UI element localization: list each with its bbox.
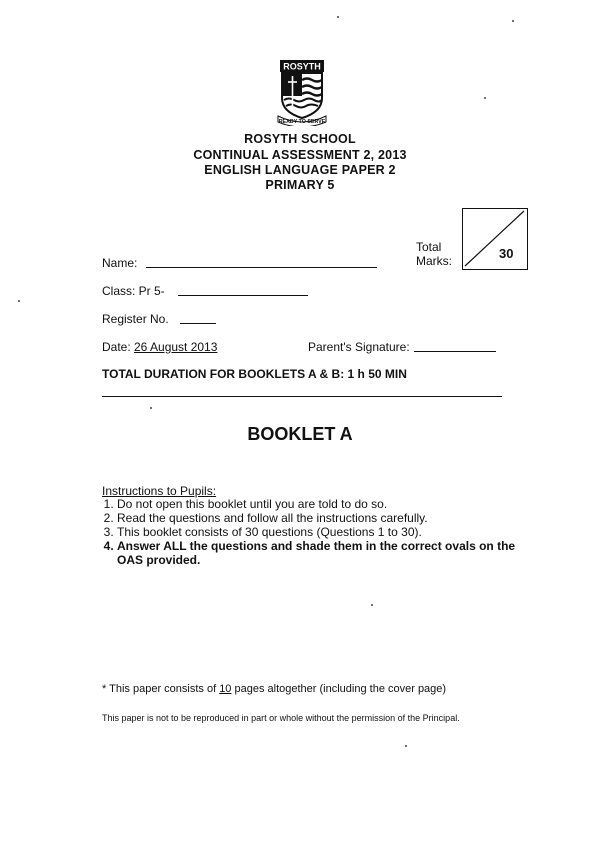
instruction-item-4: 4. Answer ALL the questions and shade them in the correct ovals on the OAS provided. — [117, 539, 522, 567]
booklet-title: BOOKLET A — [247, 424, 353, 444]
pages-note-suffix: pages altogether (including the cover page) — [231, 683, 447, 695]
scan-speck — [371, 604, 373, 606]
instruction-item-2: 2. Read the questions and follow all the instructions carefully. — [117, 511, 522, 525]
class-label: Class: Pr 5- — [102, 284, 165, 298]
scan-speck — [405, 745, 407, 747]
date-label: Date: — [102, 340, 131, 354]
instructions-heading — [102, 484, 216, 498]
parent-signature-line[interactable] — [414, 351, 496, 352]
scan-speck — [337, 16, 339, 18]
total-marks-value: 30 — [499, 246, 514, 261]
reproduction-notice: This paper is not to be reproduced in part or whole without the permission of the Principal. — [102, 713, 460, 723]
pages-count: 10 — [219, 683, 232, 695]
crest-banner-bottom: READY TO SERVE — [278, 119, 326, 125]
pages-note — [102, 683, 446, 695]
date-value: 26 August 2013 — [134, 340, 218, 354]
duration-text: TOTAL DURATION FOR BOOKLETS A & B: 1 h 50 MIN — [102, 367, 407, 381]
register-label: Register No. — [102, 312, 169, 326]
class-input-line[interactable] — [178, 295, 308, 296]
instructions-heading-text: Instructions to Pupils: — [102, 484, 217, 498]
assessment-title: CONTINUAL ASSESSMENT 2, 2013 — [193, 148, 407, 162]
crest-icon — [276, 58, 328, 126]
level-title: PRIMARY 5 — [265, 178, 335, 192]
total-marks-label — [416, 240, 452, 268]
crest-banner-top: ROSYTH — [283, 61, 321, 72]
section-divider — [102, 396, 502, 397]
name-label: Name: — [102, 256, 138, 270]
paper-title: ENGLISH LANGUAGE PAPER 2 — [204, 163, 396, 177]
total-marks-box — [462, 208, 528, 270]
instruction-item-1: 1. Do not open this booklet until you are told to do so. — [117, 497, 522, 511]
scan-speck — [18, 300, 20, 302]
parent-signature-label: Parent's Signature: — [308, 340, 410, 354]
name-input-line[interactable] — [146, 267, 377, 268]
scan-speck — [150, 407, 152, 409]
register-input-line[interactable] — [180, 323, 216, 324]
total-marks-label-line1: Total — [416, 240, 442, 254]
scan-speck — [512, 20, 514, 22]
total-marks-label-line2: Marks: — [416, 254, 452, 268]
diagonal-slash-icon — [463, 209, 526, 268]
pages-note-prefix: * This paper consists of — [102, 683, 220, 695]
school-crest-logo — [276, 58, 328, 126]
scan-speck — [484, 97, 486, 99]
instruction-item-3: 3. This booklet consists of 30 questions (Questions 1 to 30). — [117, 525, 522, 539]
instructions-list — [102, 497, 522, 567]
school-name: ROSYTH SCHOOL — [244, 132, 356, 146]
